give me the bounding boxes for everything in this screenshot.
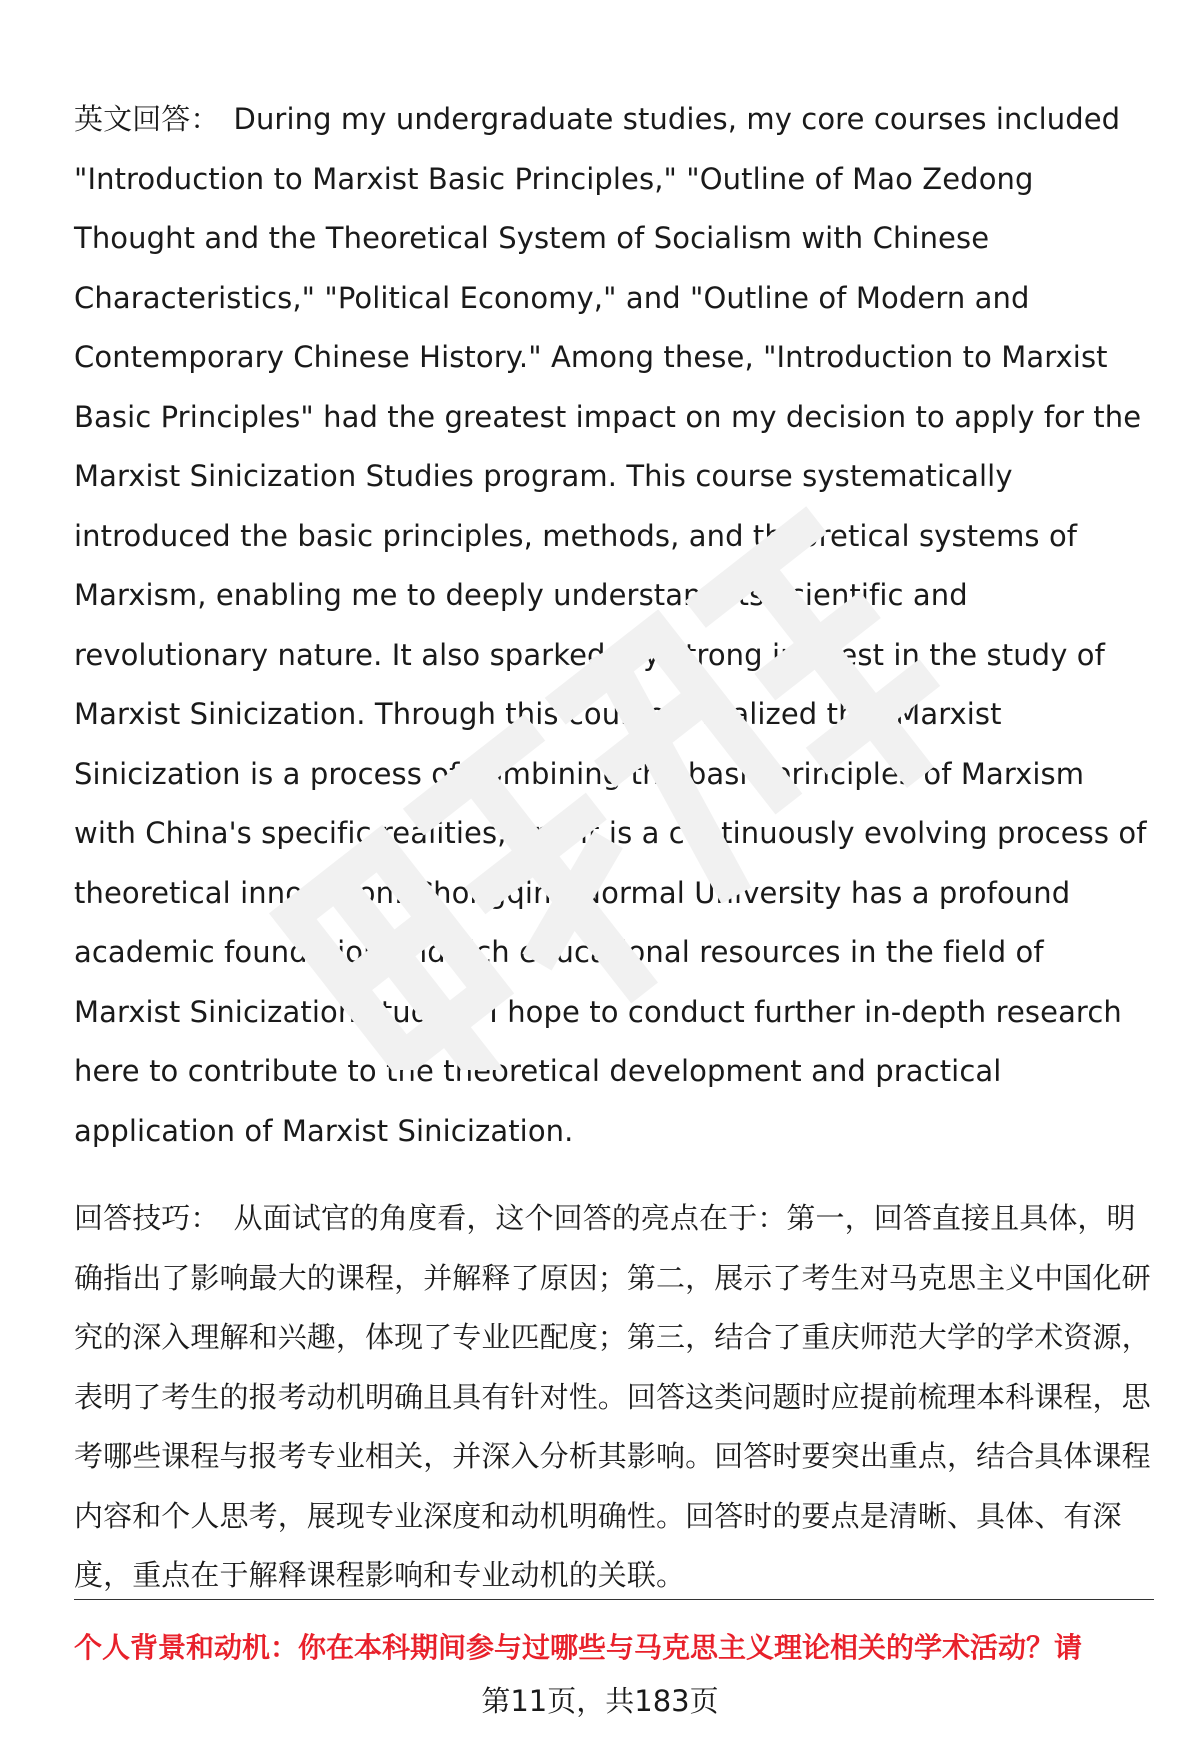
page-number: 第11页，共183页 [481, 1684, 719, 1718]
english-answer-label: 英文回答： [74, 102, 220, 136]
english-answer-paragraph [74, 90, 1154, 1161]
section-divider [74, 1599, 1154, 1600]
answer-tips-label: 回答技巧： [74, 1201, 220, 1235]
answer-tips-paragraph [74, 1189, 1154, 1606]
document-body [74, 90, 1154, 1606]
english-answer-text: During my undergraduate studies, my core courses included "Introduction to Marxist Basic Principles," "Outline of Mao Zedong Thought and the Theoretical System of Socialism with Chinese Characteristics," "Political Economy," and "Outline of Modern and Contemporary Chinese History." Among these, "Introduction to Marxist Basic Principles" had the greatest impact on my decision to apply for the Marxist Sinicization Studies program. This course systematically introduced the basic principles, methods, and theoretical systems of Marxism, enabling me to deeply understand its scientific and revolutionary nature. It also sparked my strong interest in the study of Marxist Sinicization. Through this course, I realized that Marxist Sinicization is a process of combining the basic principles of Marxism with China's specific realities, and it is a continuously evolving process of theoretical innovation. Chongqing Normal University has a profound academic foundation and rich educational resources in the field of Marxist Sinicization studies. I hope to conduct further in-depth research here to contribute to the theoretical development and practical application of Marxist Sinicization. [74, 102, 1147, 1148]
answer-tips-text: 从面试官的角度看，这个回答的亮点在于：第一，回答直接且具体，明确指出了影响最大的课程，并解释了原因；第二，展示了考生对马克思主义中国化研究的深入理解和兴趣，体现了专业匹配度；第三，结合了重庆师范大学的学术资源，表明了考生的报考动机明确且具有针对性。回答这类问题时应提前梳理本科课程，思考哪些课程与报考专业相关，并深入分析其影响。回答时要突出重点，结合具体课程内容和个人思考，展现专业深度和动机明确性。回答时的要点是清晰、具体、有深度，重点在于解释课程影响和专业动机的关联。 [74, 1201, 1151, 1592]
next-question-heading: 个人背景和动机：你在本科期间参与过哪些与马克思主义理论相关的学术活动？请 [74, 1631, 1083, 1664]
